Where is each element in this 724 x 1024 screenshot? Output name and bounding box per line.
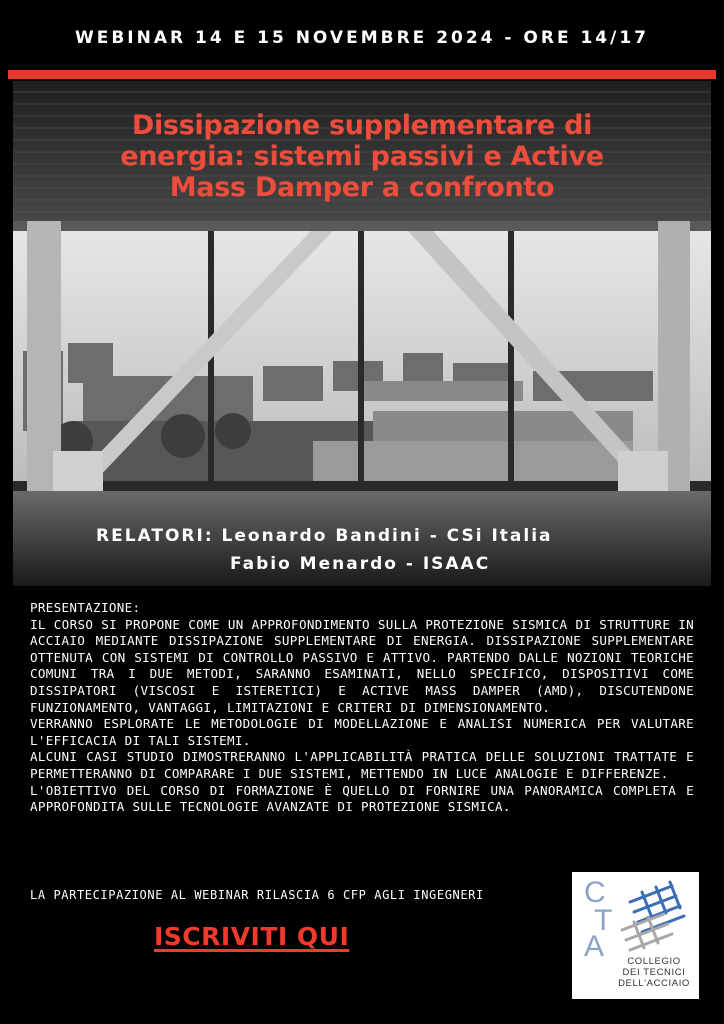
register-link[interactable]: ISCRIVITI QUI (154, 922, 350, 951)
presentation-paragraph: VERRANNO ESPLORATE LE METODOLOGIE DI MODELLAZIONE E ANALISI NUMERICA PER VALUTARE L'EFFICACIA DI TALI SISTEMI. (30, 716, 694, 748)
logo-caption-line: DELL'ACCIAIO (618, 978, 690, 989)
webinar-title (40, 110, 684, 203)
logo-letter: T (594, 904, 613, 937)
logo-caption (612, 956, 696, 989)
red-divider-bar (8, 70, 716, 79)
presentation-paragraph: IL CORSO SI PROPONE COME UN APPROFONDIMENTO SULLA PROTEZIONE SISMICA DI STRUTTURE IN ACCIAIO MEDIANTE DISSIPAZIONE SUPPLEMENTARE DI ENERGIA. DISSIPAZIONE SUPPLEMENTARE OTTENUTA CON SISTEMI DI CONTROLLO PASSIVO E ATTIVO. PARTENDO DALLE NOZIONI TEORICHE COMUNI TRA I DUE METODI, SARANNO ESAMINATI, NELLO SPECIFICO, DISPOSITIVI COME DISSIPATORI (VISCOSI E ISTERETICI) E ACTIVE MASS DAMPER (AMD), DISCUTENDONE FUNZIONAMENTO, VANTAGGI, LIMITAZIONI E CRITERI DI DIMENSIONAMENTO. (30, 616, 694, 715)
logo-letter: A (584, 930, 605, 963)
cta-logo (572, 872, 699, 999)
title-line: energia: sistemi passivi e Active (120, 141, 604, 172)
logo-caption-line: DEI TECNICI (622, 967, 686, 978)
presentation-paragraph: ALCUNI CASI STUDIO DIMOSTRERANNO L'APPLICABILITÀ PRATICA DELLE SOLUZIONI TRATTATE E PERMETTERANNO DI COMPARARE I DUE SISTEMI, METTENDO IN LUCE ANALOGIE E DIFFERENZE. (30, 749, 694, 781)
presentation-heading: PRESENTAZIONE: (30, 600, 141, 615)
webinar-date: WEBINAR 14 E 15 NOVEMBRE 2024 - ORE 14/17 (74, 28, 649, 48)
title-line: Mass Damper a confronto (169, 172, 555, 203)
title-line: Dissipazione supplementare di (131, 110, 593, 141)
logo-letter: C (584, 876, 606, 909)
presentation-paragraph: L'OBIETTIVO DEL CORSO DI FORMAZIONE È QUELLO DI FORNIRE UNA PANORAMICA COMPLETA E APPROFONDITA SULLE TECNOLOGIE AVANZATE DI PROTEZIONE SISMICA. (30, 782, 694, 815)
speaker-line: Fabio Menardo - ISAAC (230, 554, 491, 574)
logo-caption-line: COLLEGIO (627, 956, 681, 967)
presentation-text (30, 600, 694, 816)
cfp-credits-note: LA PARTECIPAZIONE AL WEBINAR RILASCIA 6 CFP AGLI INGEGNERI (30, 888, 484, 902)
speaker-line: RELATORI: Leonardo Bandini - CSi Italia (96, 526, 553, 546)
